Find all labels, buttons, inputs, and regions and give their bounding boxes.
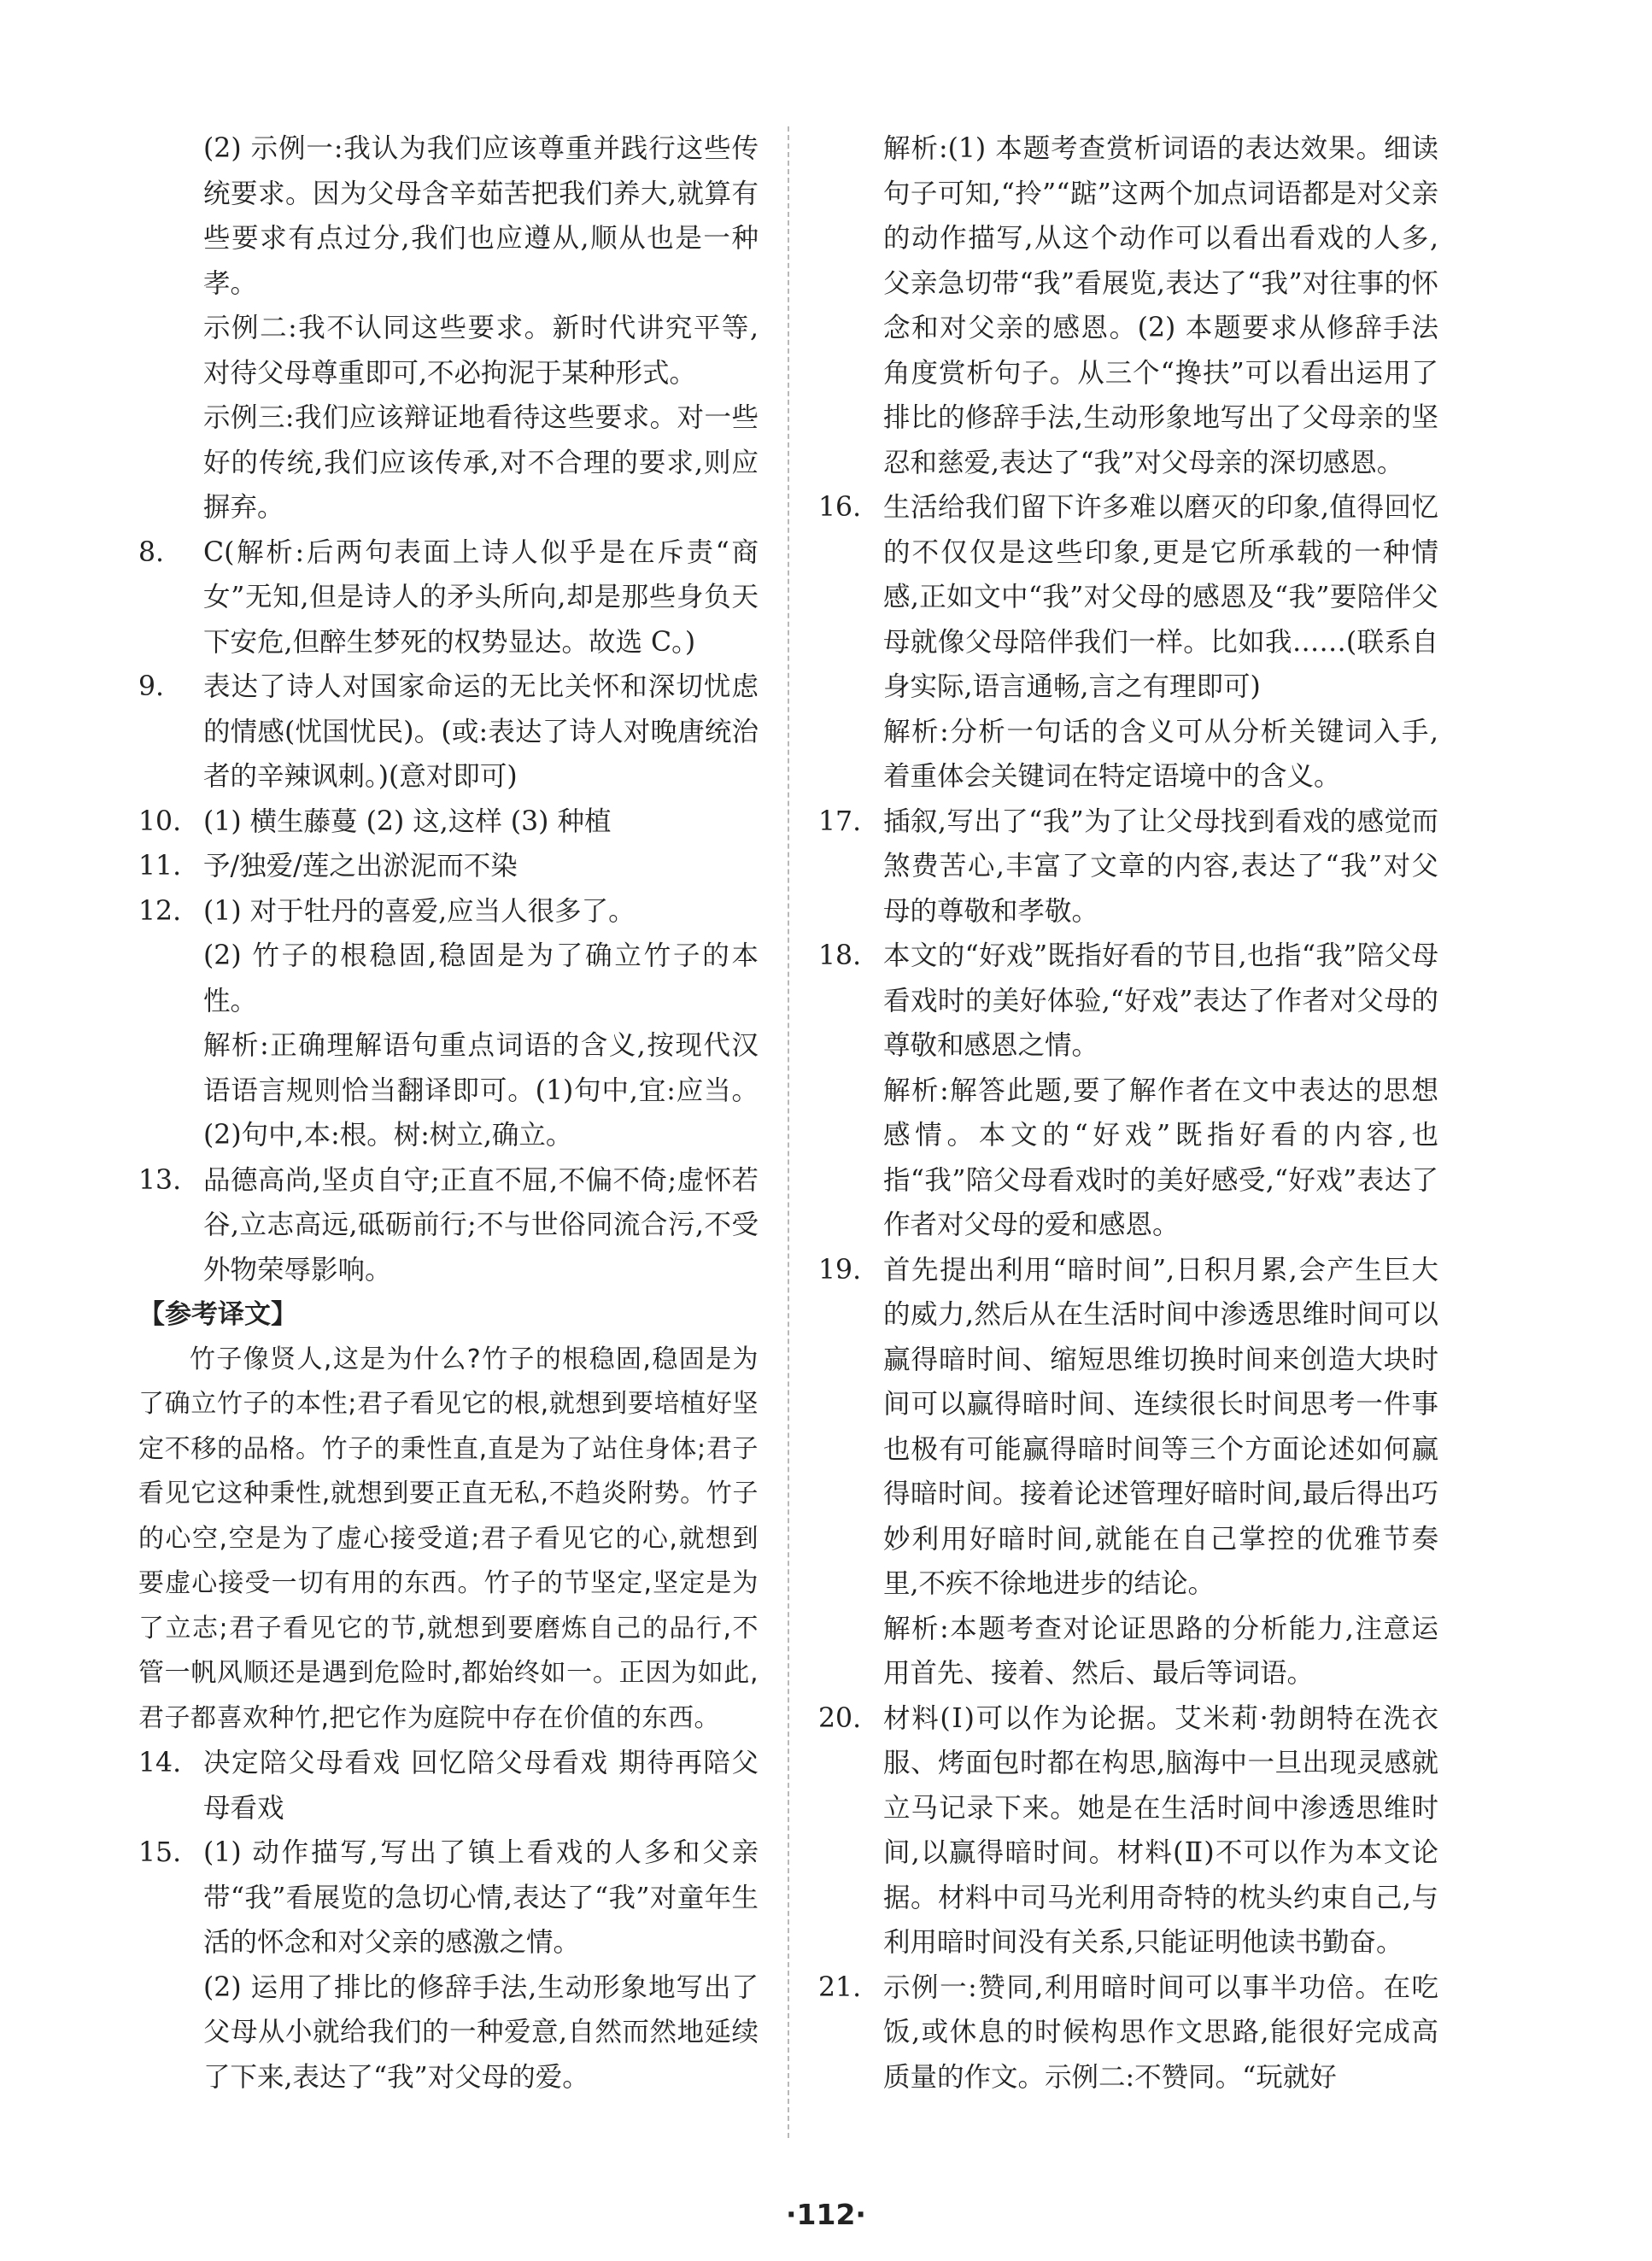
answer-item-16 — [818, 485, 1438, 800]
answer-item-11 — [138, 844, 759, 889]
paragraph: 解析:本题考查对论证思路的分析能力,注意运用首先、接着、然后、最后等词语。 — [883, 1613, 1438, 1689]
paragraph: (1) 横生藤蔓 (2) 这,这样 (3) 种植 — [203, 805, 612, 837]
answer-item-8 — [138, 530, 759, 665]
item-number: 8. — [138, 536, 165, 568]
left-column — [138, 126, 759, 2100]
item-number: 16. — [818, 492, 862, 523]
item-number: 11. — [138, 851, 182, 882]
paragraph: 解析:分析一句话的含义可从分析关键词入手,着重体会关键词在特定语境中的含义。 — [883, 716, 1438, 792]
item-number: 21. — [818, 1971, 862, 2003]
paragraph: 本文的“好戏”既指好看的节目,也指“我”陪父母看戏时的美好体验,“好戏”表达了作者对父母的尊敬和感恩之情。 — [883, 940, 1438, 1061]
answer-item-14 — [138, 1741, 759, 1830]
paragraph: 示例二:我不认同这些要求。新时代讲究平等,对待父母尊重即可,不必拘泥于某种形式。 — [203, 313, 759, 389]
answer-item-9 — [138, 665, 759, 800]
page-number: ·112· — [786, 2198, 866, 2231]
answer-item-17 — [818, 800, 1438, 934]
paragraph: 解析:正确理解语句重点词语的含义,按现代汉语语言规则恰当翻译即可。(1)句中,宜:应当。(2)句中,本:根。树:树立,确立。 — [203, 1030, 759, 1151]
paragraph: 插叙,写出了“我”为了让父母找到看戏的感觉而煞费苦心,丰富了文章的内容,表达了“我”对父母的尊敬和孝敬。 — [883, 805, 1438, 927]
answer-item-10 — [138, 800, 759, 845]
paragraph: 决定陪父母看戏 回忆陪父母看戏 期待再陪父母看戏 — [203, 1748, 759, 1824]
paragraph: (2) 运用了排比的修辞手法,生动形象地写出了父母从小就给我们的一种爱意,自然而然地延续了下来,表达了“我”对父母的爱。 — [203, 1971, 759, 2093]
answer-item-19 — [818, 1248, 1438, 1696]
paragraph: 表达了诗人对国家命运的无比关怀和深切忧虑的情感(忧国忧民)。(或:表达了诗人对晚唐统治者的辛辣讽刺。)(意对即可) — [203, 671, 759, 792]
item-number: 14. — [138, 1748, 182, 1778]
item-number: 20. — [818, 1702, 862, 1734]
paragraph: 予/独爱/莲之出淤泥而不染 — [203, 851, 518, 882]
paragraph: 解析:解答此题,要了解作者在文中表达的思想感情。本文的“好戏”既指好看的内容,也指“我”陪父母看戏时的美好感受,“好戏”表达了作者对父母的爱和感恩。 — [883, 1075, 1438, 1240]
paragraph: 品德高尚,坚贞自守;正直不屈,不偏不倚;虚怀若谷,立志高远,砥砺前行;不与世俗同流合污,不受外物荣辱影响。 — [203, 1164, 759, 1286]
translation-text: 竹子像贤人,这是为什么?竹子的根稳固,稳固是为了确立竹子的本性;君子看见它的根,就想到要培植好坚定不移的品格。竹子的秉性直,直是为了站住身体;君子看见它这种秉性,就想到要正直无私,不趋炎附势。竹子的心空,空是为了虚心接受道;君子看见它的心,就想到要虚心接受一切有用的东西。竹子的节坚定,坚定是为了立志;君子看见它的节,就想到要磨炼自己的品行,不管一帆风顺还是遇到危险时,都始终如一。正因为如此,君子都喜欢种竹,把它作为庭院中存在价值的东西。 — [138, 1344, 759, 1733]
item-number: 12. — [138, 895, 182, 927]
paragraph: (1) 动作描写,写出了镇上看戏的人多和父亲带“我”看展览的急切心情,表达了“我”对童年生活的怀念和对父亲的感激之情。 — [203, 1837, 759, 1958]
paragraph: 示例三:我们应该辩证地看待这些要求。对一些好的传统,我们应该传承,对不合理的要求,则应摒弃。 — [203, 402, 759, 523]
paragraph: 生活给我们留下许多难以磨灭的印象,值得回忆的不仅仅是这些印象,更是它所承载的一种情感,正如文中“我”对父母的感恩及“我”要陪伴父母就像父母陪伴我们一样。比如我……(联系自身实际,语言通畅,言之有理即可) — [883, 492, 1438, 702]
paragraph: (2) 竹子的根稳固,稳固是为了确立竹子的本性。 — [203, 940, 759, 1016]
paragraph: (1) 对于牡丹的喜爱,应当人很多了。 — [203, 895, 636, 927]
paragraph: 材料(Ⅰ)可以作为论据。艾米莉·勃朗特在洗衣服、烤面包时都在构思,脑海中一旦出现灵感就立马记录下来。她是在生活时间中渗透思维时间,以赢得暗时间。材料(Ⅱ)不可以作为本文论据。材料中司马光利用奇特的枕头约束自己,与利用暗时间没有关系,只能证明他读书勤奋。 — [883, 1702, 1438, 1958]
item-number: 13. — [138, 1164, 182, 1196]
continued-answer — [138, 126, 759, 530]
answer-item-12 — [138, 889, 759, 1158]
paragraph: C(解析:后两句表面上诗人似乎是在斥责“商女”无知,但是诗人的矛头所向,却是那些身负天下安危,但醉生梦死的权势显达。故选 C。) — [203, 536, 759, 658]
item-number: 9. — [138, 671, 165, 702]
paragraph: 解析:(1) 本题考查赏析词语的表达效果。细读句子可知,“拎”“踮”这两个加点词语都是对父亲的动作描写,从这个动作可以看出看戏的人多,父亲急切带“我”看展览,表达了“我”对往事的怀念和对父亲的感恩。(2) 本题要求从修辞手法角度赏析句子。从三个“搀扶”可以看出运用了排比的修辞手法,生动形象地写出了父母亲的坚忍和慈爱,表达了“我”对父母亲的深切感恩。 — [883, 133, 1438, 478]
item-number: 18. — [818, 940, 862, 971]
translation-heading: 【参考译文】 — [138, 1299, 297, 1330]
answer-item-13 — [138, 1158, 759, 1293]
paragraph: (2) 示例一:我认为我们应该尊重并践行这些传统要求。因为父母含辛茹苦把我们养大,就算有些要求有点过分,我们也应遵从,顺从也是一种孝。 — [203, 133, 759, 299]
item-number: 15. — [138, 1837, 182, 1868]
paragraph: 示例一:赞同,利用暗时间可以事半功倍。在吃饭,或休息的时候构思作文思路,能很好完成高质量的作文。示例二:不赞同。“玩就好 — [883, 1971, 1438, 2093]
continued-analysis — [818, 126, 1438, 485]
answer-item-18 — [818, 934, 1438, 1248]
item-number: 19. — [818, 1254, 862, 1286]
answer-item-21 — [818, 1965, 1438, 2100]
item-number: 17. — [818, 805, 862, 837]
item-number: 10. — [138, 805, 182, 837]
answer-item-15 — [138, 1830, 759, 2100]
right-column — [818, 126, 1438, 2100]
column-divider — [788, 126, 789, 2138]
paragraph: 首先提出利用“暗时间”,日积月累,会产生巨大的威力,然后从在生活时间中渗透思维时间可以赢得暗时间、缩短思维切换时间来创造大块时间可以赢得暗时间、连续很长时间思考一件事也极有可能赢得暗时间等三个方面论述如何赢得暗时间。接着论述管理好暗时间,最后得出巧妙利用好暗时间,就能在自己掌控的优雅节奏里,不疾不徐地进步的结论。 — [883, 1254, 1438, 1599]
answer-item-20 — [818, 1696, 1438, 1965]
